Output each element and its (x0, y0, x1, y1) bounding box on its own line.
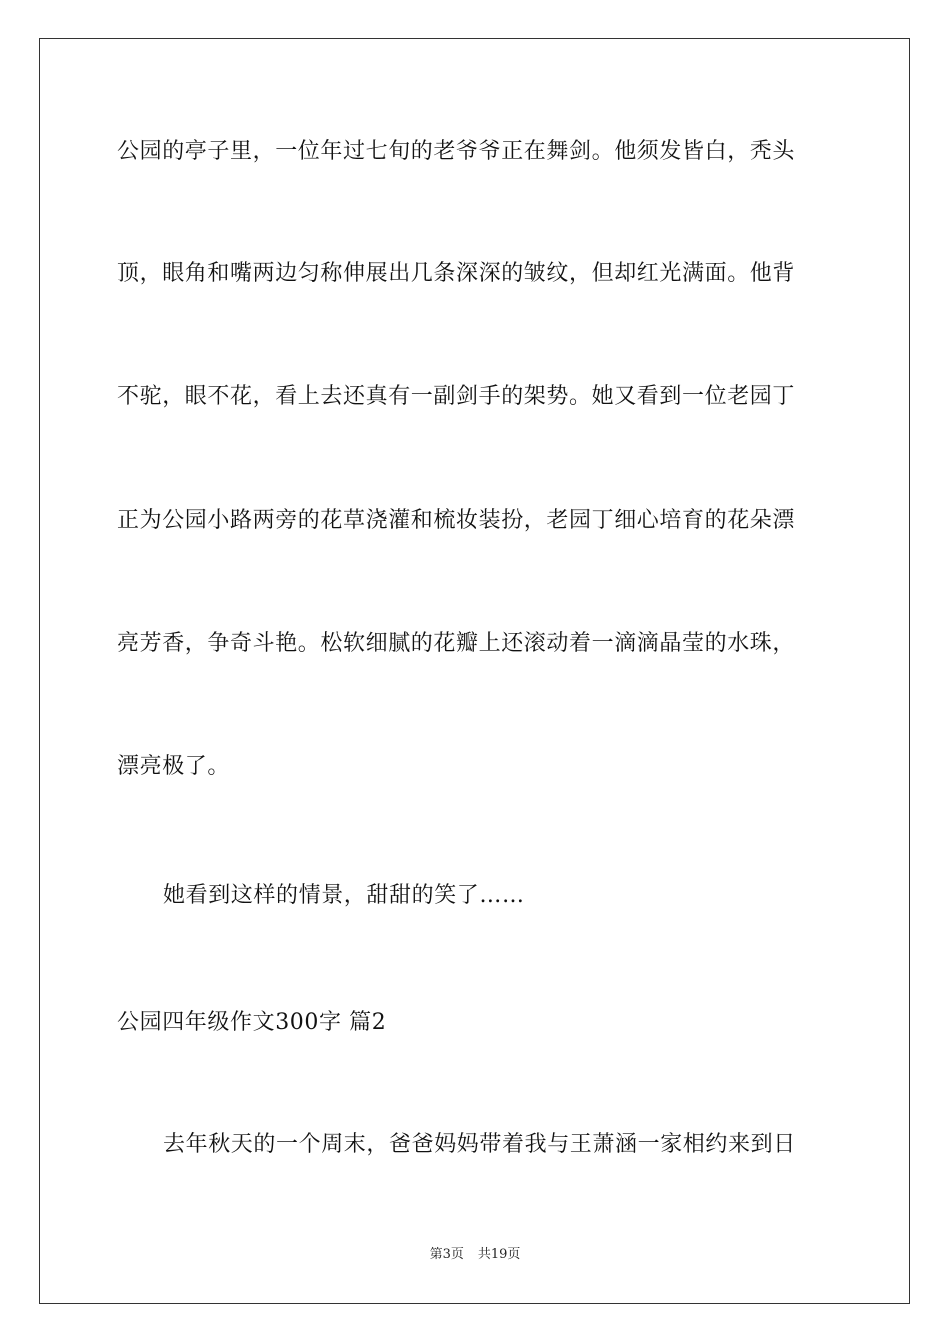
page-total: 共19页 (477, 1247, 521, 1262)
page-number: 第3页 (429, 1247, 464, 1262)
paragraph-line: 她看到这样的情景，甜甜的笑了…… (163, 883, 525, 908)
section-heading: 公园四年级作文300字 篇2 (117, 1010, 387, 1035)
paragraph-line: 顶，眼角和嘴两边匀称伸展出几条深深的皱纹，但却红光满面。他背 (117, 261, 796, 286)
paragraph-line: 亮芳香，争奇斗艳。松软细腻的花瓣上还滚动着一滴滴晶莹的水珠， (117, 631, 796, 656)
paragraph-line: 公园的亭子里，一位年过七旬的老爷爷正在舞剑。他须发皆白，秃头 (117, 139, 796, 164)
page-footer (0, 1247, 950, 1263)
paragraph-line: 正为公园小路两旁的花草浇灌和梳妆装扮，老园丁细心培育的花朵漂 (117, 508, 796, 533)
page-frame (39, 38, 910, 1304)
paragraph-line: 漂亮极了。 (117, 754, 231, 779)
paragraph-line: 不驼，眼不花，看上去还真有一副剑手的架势。她又看到一位老园丁 (117, 384, 796, 409)
paragraph-line: 去年秋天的一个周末，爸爸妈妈带着我与王萧涵一家相约来到日 (163, 1132, 796, 1157)
